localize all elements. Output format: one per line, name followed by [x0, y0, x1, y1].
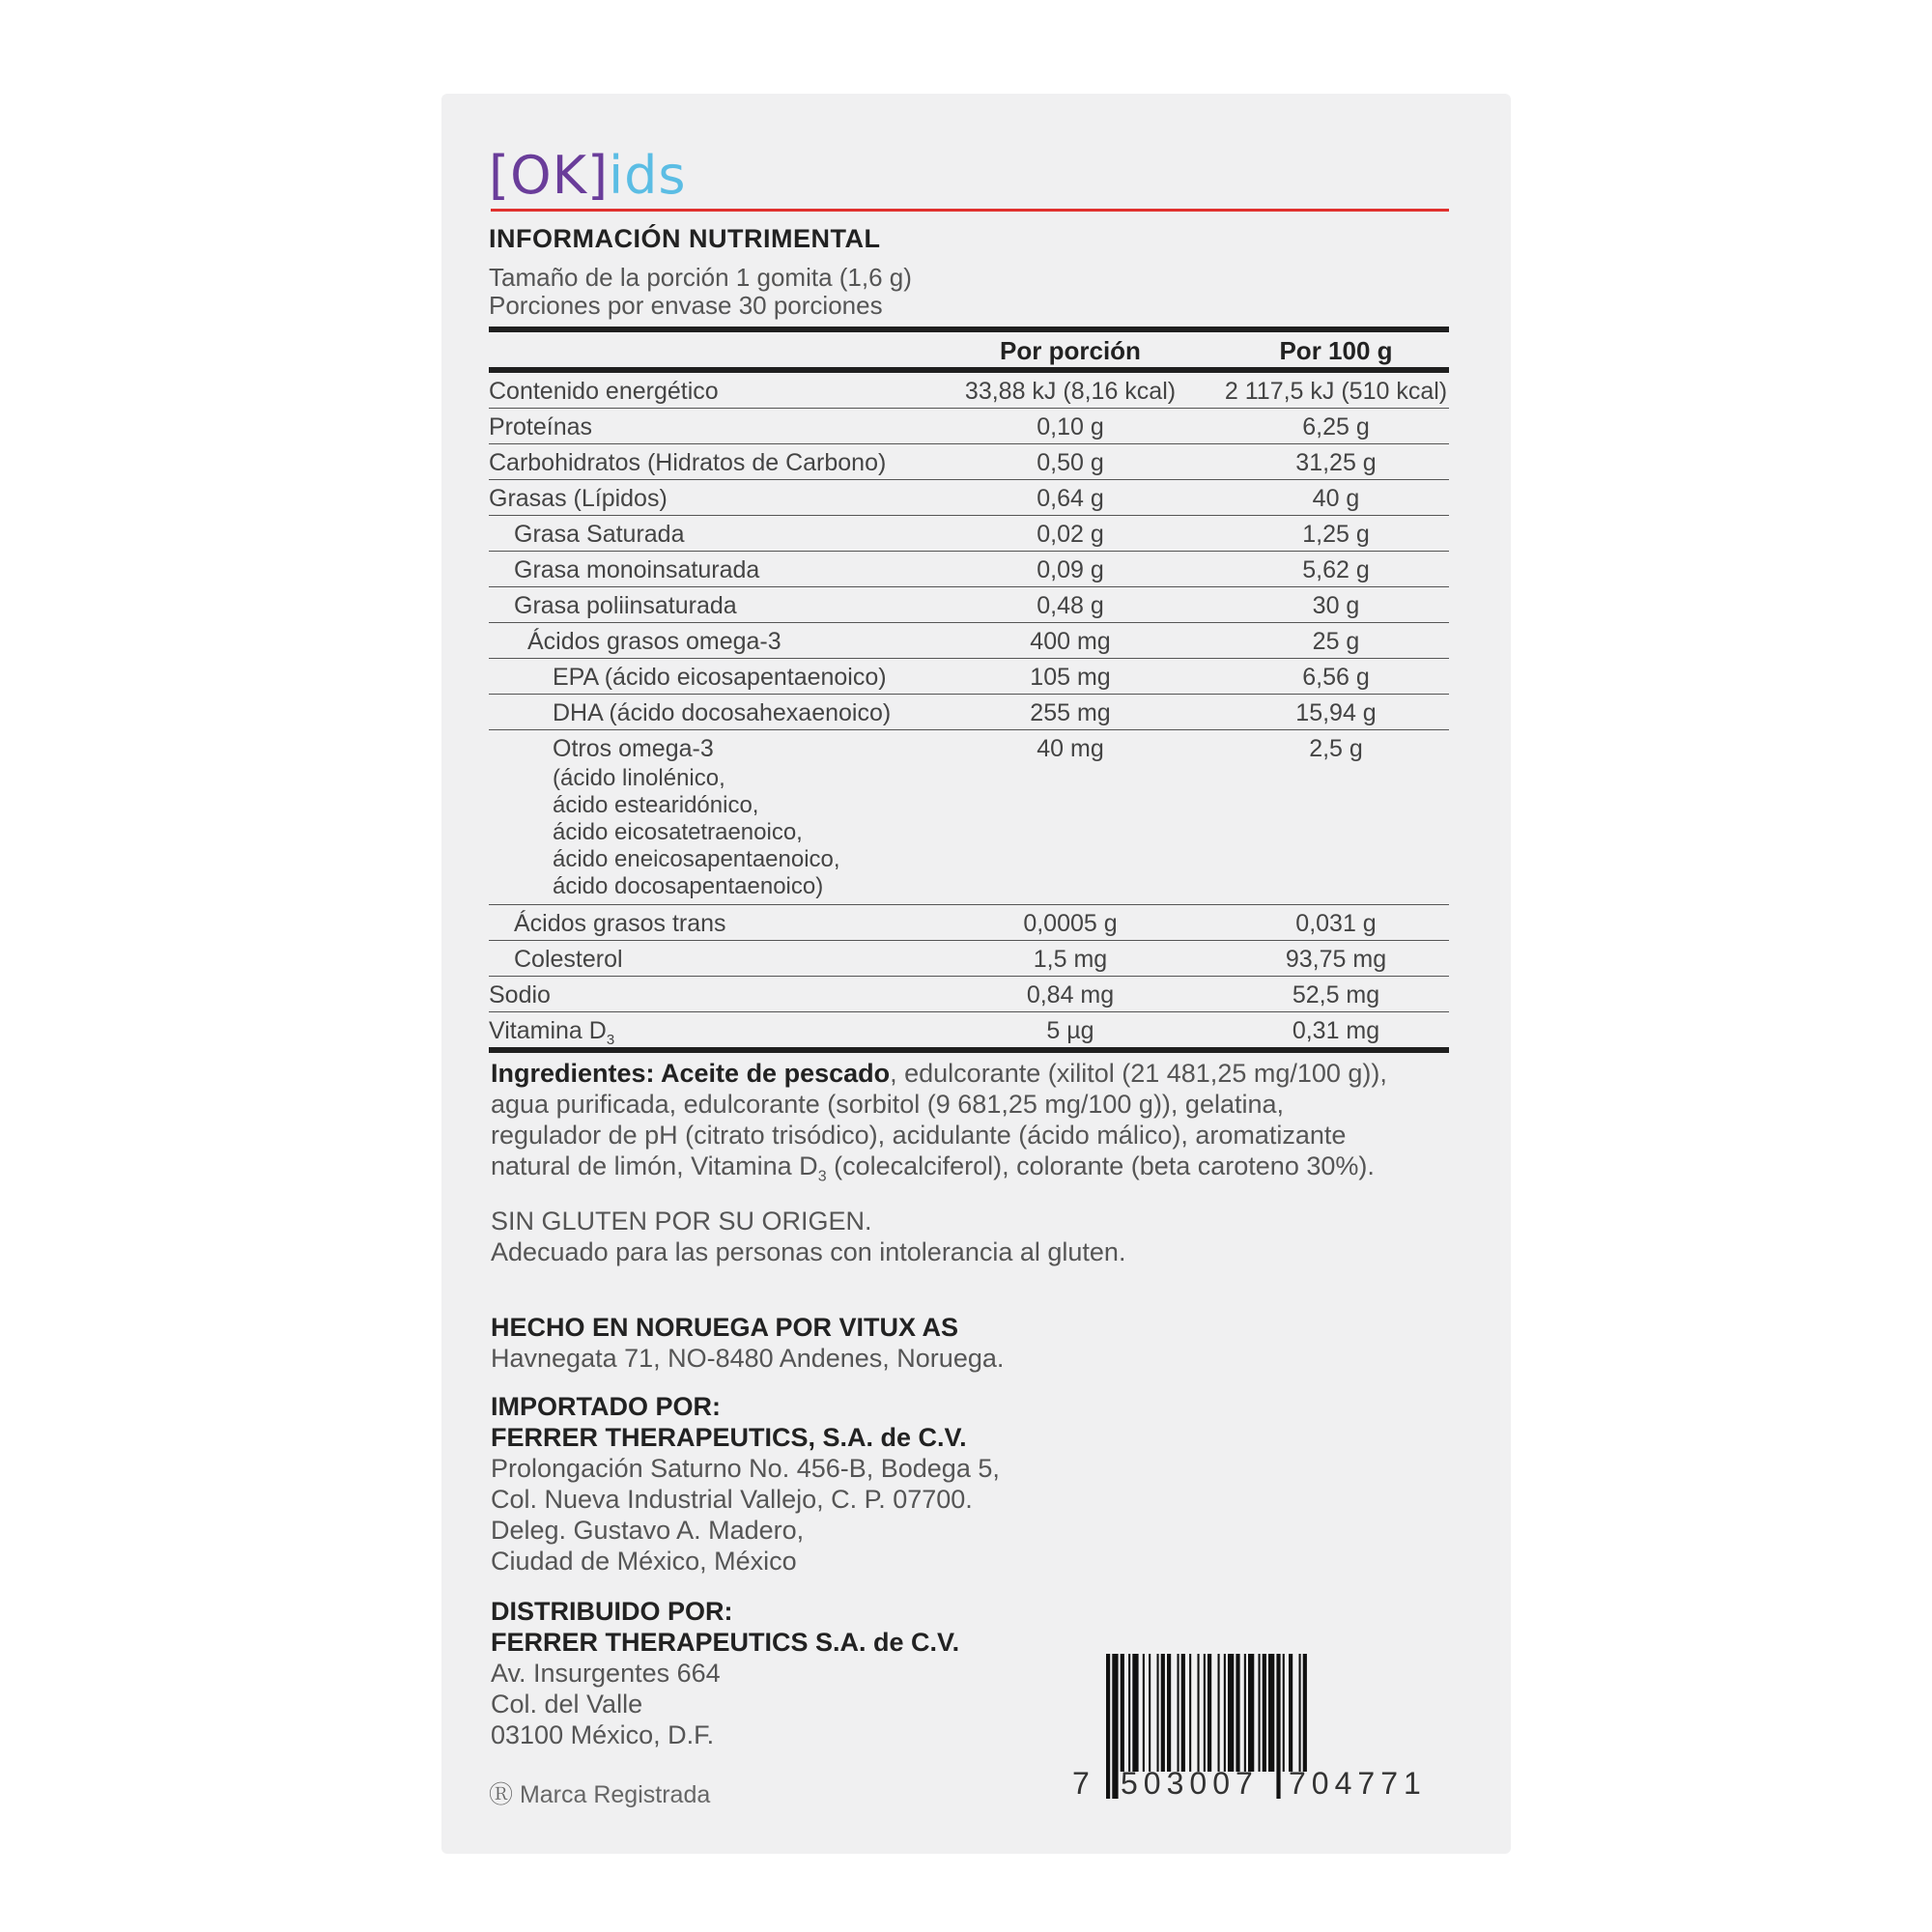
barcode-bar [1303, 1654, 1307, 1772]
barcode-bar [1198, 1654, 1200, 1772]
barcode-bar [1299, 1654, 1301, 1772]
barcode-bar [1149, 1654, 1151, 1772]
nutrient-row [489, 444, 1449, 480]
gluten-notice [491, 1206, 1125, 1267]
barcode-bar [1208, 1654, 1211, 1772]
nutrient-label: Colesterol [514, 946, 623, 973]
value-per-100g: 5,62 g [1302, 556, 1370, 583]
nutrient-label: Otros omega-3 [553, 735, 714, 762]
nutrient-label-wrap [489, 1017, 614, 1054]
brand-logo [489, 145, 686, 206]
ingredients [491, 1058, 1457, 1192]
distributor-address-line: Col. del Valle [491, 1690, 643, 1719]
nutrient-label: Contenido energético [489, 378, 719, 405]
nutrient-label: Ácidos grasos omega-3 [527, 628, 781, 655]
gluten-line1: SIN GLUTEN POR SU ORIGEN. [491, 1207, 872, 1236]
nutrient-row [489, 905, 1449, 941]
nutrient-label: Grasa poliinsaturada [514, 592, 737, 619]
nutrient-row [489, 659, 1449, 695]
nutrient-row [489, 516, 1449, 552]
barcode-bar [1228, 1654, 1234, 1772]
value-per-portion: 0,10 g [1037, 413, 1104, 440]
value-per-100g: 30 g [1312, 592, 1360, 619]
barcode-bar [1167, 1654, 1171, 1772]
value-per-100g: 2 117,5 kJ (510 kcal) [1224, 378, 1448, 405]
importer-address-line: Ciudad de México, México [491, 1547, 797, 1576]
importer-address-line: Prolongación Saturno No. 456-B, Bodega 5, [491, 1454, 1000, 1483]
nutrient-row [489, 373, 1449, 409]
nutrient-row [489, 941, 1449, 977]
value-per-portion: 0,64 g [1037, 485, 1104, 512]
barcode-bar [1121, 1654, 1124, 1772]
nutrient-label: Proteínas [489, 413, 593, 440]
value-per-portion: 1,5 mg [1033, 946, 1108, 973]
barcode-bar [1112, 1654, 1118, 1799]
barcode-bar [1224, 1654, 1226, 1772]
value-per-portion: 0,09 g [1037, 556, 1104, 583]
value-per-100g: 0,31 mg [1292, 1017, 1380, 1044]
nutrient-label: Grasa monoinsaturada [514, 556, 760, 583]
value-per-100g: 31,25 g [1295, 449, 1377, 476]
barcode-bar [1161, 1654, 1165, 1772]
importer-address-line: Deleg. Gustavo A. Madero, [491, 1516, 805, 1545]
nutrient-label: Vitamina D [489, 1017, 607, 1044]
red-divider [491, 209, 1449, 212]
nutrient-label: EPA (ácido eicosapentaenoico) [553, 664, 887, 691]
value-per-portion: 0,0005 g [1023, 910, 1118, 937]
distributor-address-line: 03100 México, D.F. [491, 1720, 715, 1749]
importer-company: FERRER THERAPEUTICS, S.A. de C.V. [491, 1423, 967, 1452]
nutrient-subitem: (ácido linolénico, [553, 765, 725, 791]
importer-heading: IMPORTADO POR: [491, 1392, 721, 1421]
barcode-bar [1263, 1654, 1266, 1772]
barcode-bar [1268, 1654, 1274, 1772]
barcode-bar [1181, 1654, 1185, 1772]
value-per-portion: 0,02 g [1037, 521, 1104, 548]
value-per-100g: 2,5 g [1309, 735, 1363, 762]
importer-address-line: Col. Nueva Industrial Vallejo, C. P. 07700. [491, 1485, 973, 1514]
value-per-portion: 5 µg [1046, 1017, 1094, 1044]
distributor-company: FERRER THERAPEUTICS S.A. de C.V. [491, 1628, 960, 1657]
barcode-digits-group2: 704771 [1289, 1766, 1427, 1801]
value-per-portion: 105 mg [1030, 664, 1111, 691]
barcode-bar [1143, 1654, 1145, 1772]
value-per-portion: 0,84 mg [1026, 981, 1115, 1009]
value-per-100g: 6,56 g [1302, 664, 1370, 691]
ingredients-line4b: (colecalciferol), colorante (beta caroteno 30%). [826, 1151, 1375, 1180]
ingredients-line3: regulador de pH (citrato trisódico), acidulante (ácido málico), aromatizante [491, 1121, 1347, 1150]
value-per-100g: 25 g [1312, 628, 1360, 655]
nutrition-table [489, 327, 1449, 1053]
nutrient-label-subscript: 3 [606, 1032, 615, 1048]
ingredients-heading: Ingredientes: Aceite de pescado [491, 1059, 891, 1088]
servings-per-container: Porciones por envase 30 porciones [489, 291, 883, 320]
value-per-100g: 93,75 mg [1285, 946, 1387, 973]
importer [491, 1391, 1000, 1577]
barcode-bar [1248, 1654, 1254, 1772]
barcode-digit-first: 7 [1072, 1766, 1090, 1801]
distributor-heading: DISTRIBUIDO POR: [491, 1597, 733, 1626]
nutrient-subitem: ácido docosapentaenoico) [553, 873, 824, 899]
nutrient-row [489, 623, 1449, 659]
value-per-100g: 40 g [1312, 485, 1360, 512]
ingredients-line4a: natural de limón, Vitamina D [491, 1151, 818, 1180]
barcode-bar [1283, 1654, 1285, 1772]
distributor [491, 1596, 959, 1750]
value-per-100g: 52,5 mg [1292, 981, 1380, 1009]
nutrition-title: INFORMACIÓN NUTRIMENTAL [489, 224, 881, 253]
value-per-portion: 40 mg [1037, 735, 1104, 762]
nutrient-label: Ácidos grasos trans [514, 910, 726, 937]
nutrient-row [489, 587, 1449, 623]
nutrient-row [489, 1012, 1449, 1047]
barcode-bar [1244, 1654, 1246, 1772]
nutrient-sublist [553, 765, 840, 900]
gluten-line2: Adecuado para las personas con intolerancia al gluten. [491, 1237, 1126, 1266]
ingredients-line4-sub: 3 [817, 1168, 827, 1185]
barcode-bar [1189, 1654, 1191, 1772]
barcode-bar [1236, 1654, 1239, 1772]
barcode-bar [1218, 1654, 1220, 1772]
barcode-bar [1132, 1654, 1138, 1772]
distributor-address-line: Av. Insurgentes 664 [491, 1659, 721, 1688]
value-per-portion: 255 mg [1030, 699, 1111, 726]
ingredients-line2: agua purificada, edulcorante (sorbitol (9 681,25 mg/100 g)), gelatina, [491, 1090, 1285, 1119]
value-per-100g: 0,031 g [1295, 910, 1377, 937]
nutrient-row [489, 552, 1449, 587]
nutrient-row [489, 409, 1449, 444]
nutrient-label: Carbohidratos (Hidratos de Carbono) [489, 449, 887, 476]
barcode-bar [1157, 1654, 1159, 1772]
table-bottom-rule [489, 1047, 1449, 1053]
brand-suffix: ids [609, 145, 687, 206]
serving-size: Tamaño de la porción 1 gomita (1,6 g) [489, 263, 912, 292]
nutrient-row [489, 695, 1449, 730]
barcode-bar [1128, 1654, 1130, 1772]
barcode-bar [1276, 1654, 1280, 1799]
nutrient-label: Grasas (Lípidos) [489, 485, 668, 512]
col-100g-header: Por 100 g [1279, 336, 1393, 365]
barcode-bar [1289, 1654, 1293, 1772]
nutrient-label: Sodio [489, 981, 551, 1009]
col-portion-header: Por porción [1000, 336, 1141, 365]
value-per-portion: 400 mg [1030, 628, 1111, 655]
value-per-100g: 1,25 g [1302, 521, 1370, 548]
value-per-portion: 0,50 g [1037, 449, 1104, 476]
nutrient-row [489, 480, 1449, 516]
manufacturer [491, 1312, 1004, 1374]
nutrient-row [489, 977, 1449, 1012]
table-header [489, 332, 1449, 367]
barcode-digits-group1: 503007 [1121, 1766, 1259, 1801]
nutrient-subitem: ácido eneicosapentaenoico, [553, 846, 840, 872]
brand-bracket: [OK] [489, 145, 610, 206]
nutrient-subitem: ácido estearidónico, [553, 792, 759, 818]
nutrient-row [489, 730, 1449, 905]
table-body [489, 373, 1449, 1047]
ingredients-line1: , edulcorante (xilitol (21 481,25 mg/100 g)), [890, 1059, 1387, 1088]
barcode-bar [1106, 1654, 1110, 1799]
registered-trademark: Ⓡ Marca Registrada [489, 1781, 711, 1808]
barcode-bar [1178, 1654, 1179, 1772]
nutrient-subitem: ácido eicosatetraenoico, [553, 819, 803, 845]
manufacturer-heading: HECHO EN NORUEGA POR VITUX AS [491, 1313, 959, 1342]
nutrient-label: Grasa Saturada [514, 521, 685, 548]
barcode-bar [1204, 1654, 1206, 1772]
value-per-100g: 15,94 g [1295, 699, 1377, 726]
value-per-portion: 33,88 kJ (8,16 kcal) [964, 378, 1177, 405]
nutrient-label: DHA (ácido docosahexaenoico) [553, 699, 892, 726]
value-per-100g: 6,25 g [1302, 413, 1370, 440]
manufacturer-address: Havnegata 71, NO-8480 Andenes, Noruega. [491, 1344, 1005, 1373]
barcode-bar [1259, 1654, 1261, 1772]
value-per-portion: 0,48 g [1037, 592, 1104, 619]
